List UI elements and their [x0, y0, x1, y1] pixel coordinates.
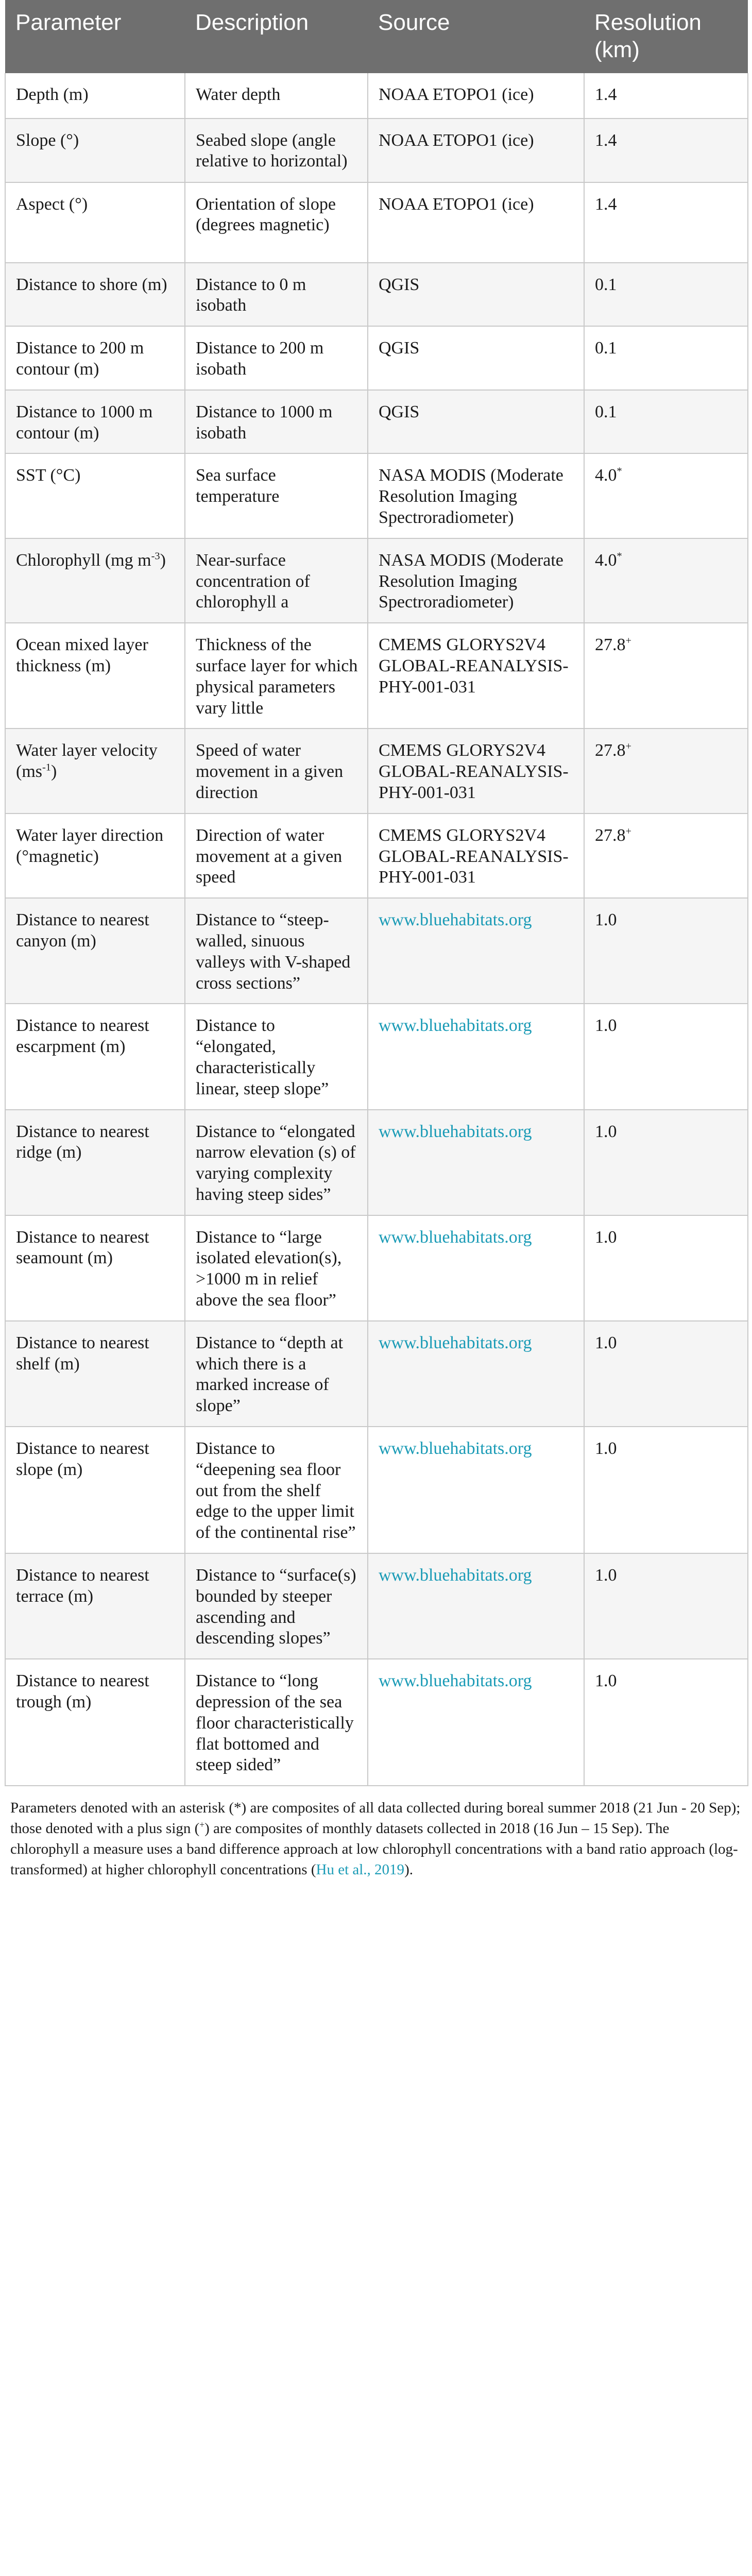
table-row [5, 1110, 748, 1215]
table-row [5, 118, 748, 182]
resolution-value: 1.0 [595, 1566, 617, 1585]
cell-source [368, 1427, 584, 1553]
cell-source [368, 263, 584, 327]
cell-source [368, 728, 584, 813]
footnote-plus-sign: + [199, 1819, 205, 1830]
cell-source [368, 73, 584, 118]
cell-description: Distance to “elongated, characteristically linear, steep slope” [185, 1004, 368, 1109]
cell-resolution [584, 538, 748, 623]
source-text: NASA MODIS (Moderate Resolution Imaging Spectroradiometer) [379, 466, 563, 527]
cell-description: Water depth [185, 73, 368, 118]
cell-source [368, 390, 584, 454]
table-row [5, 728, 748, 813]
resolution-value: 1.0 [595, 1016, 617, 1036]
resolution-value: 1.0 [595, 1333, 617, 1352]
cell-source [368, 182, 584, 263]
table-row [5, 898, 748, 1004]
cell-source [368, 118, 584, 182]
cell-description: Seabed slope (angle relative to horizontal) [185, 118, 368, 182]
cell-description: Distance to “large isolated elevation(s), >1000 m in relief above the sea floor” [185, 1215, 368, 1321]
resolution-value: 4.0 [595, 550, 617, 570]
cell-description: Distance to “surface(s) bounded by steeper ascending and descending slopes” [185, 1553, 368, 1659]
resolution-value: 1.0 [595, 1227, 617, 1247]
cell-resolution [584, 1110, 748, 1215]
cell-resolution [584, 1215, 748, 1321]
parameter-text: Chlorophyll (mg m [16, 550, 151, 570]
cell-resolution [584, 182, 748, 263]
table-row [5, 453, 748, 538]
header-source: Source [368, 0, 584, 73]
source-link[interactable]: www.bluehabitats.org [379, 1333, 532, 1352]
cell-description: Distance to “elongated narrow elevation (s) of varying complexity having steep sides” [185, 1110, 368, 1215]
cell-description: Direction of water movement at a given speed [185, 814, 368, 898]
source-link[interactable]: www.bluehabitats.org [379, 1439, 532, 1459]
cell-source [368, 814, 584, 898]
parameter-text: SST (°C) [16, 466, 81, 485]
cell-parameter [5, 623, 185, 728]
cell-resolution [584, 390, 748, 454]
header-description: Description [185, 0, 368, 73]
source-link[interactable]: www.bluehabitats.org [379, 1566, 532, 1585]
cell-source [368, 623, 584, 728]
cell-parameter [5, 453, 185, 538]
cell-resolution [584, 728, 748, 813]
cell-source [368, 1110, 584, 1215]
cell-source [368, 326, 584, 390]
source-link[interactable]: www.bluehabitats.org [379, 1122, 532, 1141]
cell-parameter [5, 1321, 185, 1427]
source-text: QGIS [379, 275, 420, 294]
cell-parameter [5, 390, 185, 454]
header-row [5, 0, 748, 73]
cell-description: Thickness of the surface layer for which physical parameters vary little [185, 623, 368, 728]
table-header [5, 0, 748, 73]
resolution-marker: + [625, 741, 631, 753]
cell-parameter [5, 1110, 185, 1215]
cell-resolution [584, 1321, 748, 1427]
cell-resolution [584, 326, 748, 390]
resolution-value: 1.0 [595, 1122, 617, 1141]
cell-resolution [584, 1004, 748, 1109]
cell-parameter [5, 898, 185, 1004]
table-row [5, 1321, 748, 1427]
source-text: NOAA ETOPO1 (ice) [379, 84, 534, 104]
cell-parameter [5, 1659, 185, 1786]
table-row [5, 1553, 748, 1659]
cell-resolution [584, 898, 748, 1004]
footnote-text-2: ) are composites of monthly datasets collected in 2018 (16 Jun – 15 Sep). The chlorophyll a measure uses a band difference approach at low chlorophyll concentrations with a band ratio approach (log-transformed) at higher chlorophyll concentrations ( [10, 1820, 738, 1878]
cell-resolution [584, 623, 748, 728]
cell-source [368, 898, 584, 1004]
cell-resolution [584, 263, 748, 327]
cell-resolution [584, 814, 748, 898]
table-body [5, 73, 748, 1786]
footnote-text-3: ). [404, 1861, 413, 1878]
table-row [5, 1215, 748, 1321]
parameter-text: Distance to nearest shelf (m) [16, 1333, 149, 1374]
cell-resolution [584, 118, 748, 182]
parameter-text: Distance to nearest trough (m) [16, 1671, 149, 1712]
cell-description: Distance to 1000 m isobath [185, 390, 368, 454]
parameter-text: Ocean mixed layer thickness (m) [16, 635, 148, 675]
table-footnote [10, 1798, 742, 1880]
table-row [5, 1659, 748, 1786]
table-row [5, 1427, 748, 1553]
resolution-marker: * [617, 550, 622, 562]
table-row [5, 623, 748, 728]
source-link[interactable]: www.bluehabitats.org [379, 910, 532, 930]
table-row [5, 814, 748, 898]
cell-description: Sea surface temperature [185, 453, 368, 538]
parameter-text: Distance to nearest canyon (m) [16, 910, 149, 951]
cell-source [368, 538, 584, 623]
cell-resolution [584, 1659, 748, 1786]
cell-description: Distance to “steep-walled, sinuous valleys with V-shaped cross sections” [185, 898, 368, 1004]
cell-source [368, 1659, 584, 1786]
cell-source [368, 453, 584, 538]
resolution-value: 27.8 [595, 825, 626, 845]
footnote-text-1: Parameters denoted with an asterisk (*) are composites of all data collected during boreal summer 2018 (21 Jun - 20 Sep); those denoted with a plus sign ( [10, 1800, 741, 1837]
source-text: CMEMS GLORYS2V4 GLOBAL-REANALYSIS-PHY-001-031 [379, 635, 569, 697]
resolution-value: 1.0 [595, 1671, 617, 1691]
cell-parameter [5, 182, 185, 263]
parameter-unit-exponent: -3 [151, 550, 160, 562]
cell-source [368, 1215, 584, 1321]
table-row [5, 182, 748, 263]
resolution-value: 1.4 [595, 84, 617, 104]
resolution-marker: + [625, 825, 631, 837]
source-link[interactable]: www.bluehabitats.org [379, 1227, 532, 1247]
resolution-value: 1.0 [595, 910, 617, 930]
parameter-unit-close: ) [51, 762, 57, 782]
resolution-value: 1.4 [595, 194, 617, 214]
source-text: CMEMS GLORYS2V4 GLOBAL-REANALYSIS-PHY-001-031 [379, 741, 569, 802]
cell-parameter [5, 263, 185, 327]
resolution-value: 0.1 [595, 275, 617, 294]
parameter-text: Distance to 200 m contour (m) [16, 338, 144, 379]
source-text: QGIS [379, 402, 420, 421]
resolution-marker: + [625, 635, 631, 647]
table-row [5, 1004, 748, 1109]
resolution-value: 1.0 [595, 1439, 617, 1459]
resolution-value: 1.4 [595, 130, 617, 150]
parameters-table [5, 0, 748, 1786]
header-parameter: Parameter [5, 0, 185, 73]
source-text: NOAA ETOPO1 (ice) [379, 194, 534, 214]
cell-parameter [5, 73, 185, 118]
table-row [5, 263, 748, 327]
parameter-text: Distance to nearest seamount (m) [16, 1227, 149, 1268]
cell-parameter [5, 728, 185, 813]
source-text: NASA MODIS (Moderate Resolution Imaging Spectroradiometer) [379, 550, 563, 612]
cell-parameter [5, 1427, 185, 1553]
table-row [5, 538, 748, 623]
cell-resolution [584, 1427, 748, 1553]
source-text: CMEMS GLORYS2V4 GLOBAL-REANALYSIS-PHY-001-031 [379, 825, 569, 887]
citation-link[interactable]: Hu et al., 2019 [316, 1861, 405, 1878]
cell-parameter [5, 326, 185, 390]
parameter-text: Distance to shore (m) [16, 275, 167, 294]
cell-description: Distance to 200 m isobath [185, 326, 368, 390]
resolution-value: 27.8 [595, 741, 626, 760]
cell-description: Near-surface concentration of chlorophyll a [185, 538, 368, 623]
parameter-unit-exponent: -1 [42, 761, 51, 773]
table-row [5, 326, 748, 390]
table-row [5, 73, 748, 118]
parameter-text: Distance to nearest terrace (m) [16, 1566, 149, 1606]
cell-description: Orientation of slope (degrees magnetic) [185, 182, 368, 263]
resolution-value: 4.0 [595, 466, 617, 485]
resolution-value: 0.1 [595, 402, 617, 421]
parameter-text: Aspect (°) [16, 194, 88, 214]
cell-source [368, 1321, 584, 1427]
parameter-text: Distance to nearest ridge (m) [16, 1122, 149, 1162]
header-resolution: Resolution (km) [584, 0, 748, 73]
cell-parameter [5, 814, 185, 898]
cell-parameter [5, 1553, 185, 1659]
cell-parameter [5, 1215, 185, 1321]
source-link[interactable]: www.bluehabitats.org [379, 1016, 532, 1036]
cell-description: Distance to “deepening sea floor out from the shelf edge to the upper limit of the continental rise” [185, 1427, 368, 1553]
parameter-text: Slope (°) [16, 130, 79, 150]
parameter-text: Depth (m) [16, 84, 89, 104]
cell-resolution [584, 453, 748, 538]
cell-description: Distance to 0 m isobath [185, 263, 368, 327]
cell-description: Distance to “depth at which there is a marked increase of slope” [185, 1321, 368, 1427]
parameter-unit-close: ) [160, 550, 166, 570]
cell-description: Distance to “long depression of the sea floor characteristically flat bottomed and steep sided” [185, 1659, 368, 1786]
parameter-text: Water layer direction (°magnetic) [16, 825, 164, 866]
parameter-text: Distance to nearest slope (m) [16, 1439, 149, 1479]
cell-parameter [5, 1004, 185, 1109]
cell-parameter [5, 118, 185, 182]
source-text: NOAA ETOPO1 (ice) [379, 130, 534, 150]
table-row [5, 390, 748, 454]
cell-source [368, 1553, 584, 1659]
source-text: QGIS [379, 338, 420, 358]
cell-description: Speed of water movement in a given direction [185, 728, 368, 813]
source-link[interactable]: www.bluehabitats.org [379, 1671, 532, 1691]
cell-parameter [5, 538, 185, 623]
parameter-text: Distance to nearest escarpment (m) [16, 1016, 149, 1057]
resolution-marker: * [617, 466, 622, 478]
cell-resolution [584, 73, 748, 118]
parameter-text: Water layer velocity (ms [16, 741, 158, 782]
cell-resolution [584, 1553, 748, 1659]
resolution-value: 0.1 [595, 338, 617, 358]
resolution-value: 27.8 [595, 635, 626, 655]
cell-source [368, 1004, 584, 1109]
parameter-text: Distance to 1000 m contour (m) [16, 402, 153, 443]
